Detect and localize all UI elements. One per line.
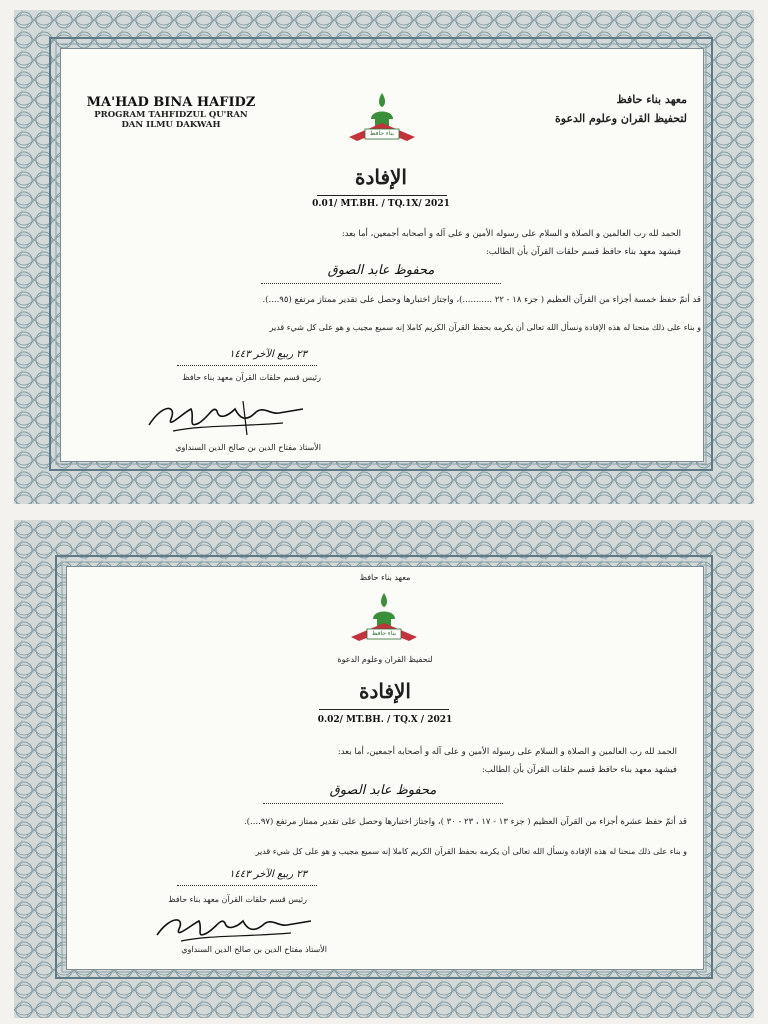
institute-name-ar: معهد بناء حافظ <box>616 93 687 106</box>
signer-name: الأستاذ مفتاح الدين بن صالح الدين السنداوي <box>175 443 321 452</box>
head-title: رئيس قسم حلقات القرآن معهد بناء حافظ <box>182 373 321 382</box>
name-underline <box>263 803 503 804</box>
testify-text: فيشهد معهد بناء حافظ قسم حلقات القرآن بأن الطالب: <box>481 765 677 775</box>
certificate-body <box>66 566 704 970</box>
certificate-number: 0.02/ MT.BH. / TQ.X / 2021 <box>317 715 453 725</box>
prayer-text: و بناء على ذلك منحنا له هذه الإفادة ونسأل الله تعالى أن يكرمه بحفظ القرآن الكريم كاملا إنه سميع مجيب و هو على كل شيء قدير <box>255 847 687 856</box>
certificate-title: الإفادة <box>354 165 407 189</box>
logo-caption: بناء حافظ <box>369 130 395 137</box>
institute-logo <box>347 89 417 153</box>
signer-name: الأستاذ مفتاح الدين بن صالح الدين السنداوي <box>181 945 327 954</box>
date-underline <box>177 365 317 366</box>
name-underline <box>261 283 501 284</box>
certificate-number: 0.01/ MT.BH. / TQ.1X/ 2021 <box>312 199 450 209</box>
issue-date: ٢٣ ربيع الآخر ١٤٤٣ <box>229 349 307 360</box>
greeting-text: الحمد لله رب العالمين و الصلاة و السلام على رسوله الأمين و على آله و أصحابه أجمعين، أما بعد: <box>341 229 681 239</box>
title-underline <box>317 195 447 196</box>
memorization-text: قد أتمّ حفظ عشرة أجزاء من القرآن العظيم ( جزء ١٣ - ١٧ ، ٢٣ - ٣٠ )، واجتاز اختبارها وحصل على تقدير ممتاز مرتفع (٩٧....). <box>243 817 687 827</box>
header-arabic <box>527 93 687 125</box>
memorization-text: قد أتمّ حفظ خمسة أجزاء من القرآن العظيم ( جزء ١٨ - ٢٢ ...........)، واجتاز اختبارها وحصل على تقدير ممتاز مرتفع (٩٥....). <box>262 295 701 305</box>
student-name: محفوظ عابد الصوق <box>327 263 435 278</box>
signature <box>151 909 321 949</box>
signature <box>143 395 313 443</box>
title-underline <box>319 709 449 710</box>
testify-text: فيشهد معهد بناء حافظ قسم حلقات القرآن بأن الطالب: <box>485 247 681 257</box>
certificate-2 <box>14 520 754 1018</box>
program-name-ar: لتحفيظ القران وعلوم الدعوة <box>337 655 433 664</box>
program-name-en: PROGRAM TAHFIDZUL QU'RAN <box>94 110 248 120</box>
institute-logo <box>349 589 419 653</box>
prayer-text: و بناء على ذلك منحنا له هذه الإفادة ونسأل الله تعالى أن يكرمه بحفظ القرآن الكريم كاملا إنه سميع مجيب و هو على كل شيء قدير <box>269 323 701 332</box>
program-name-ar: لتحفيظ القران وعلوم الدعوة <box>555 112 687 125</box>
header-english <box>81 95 261 130</box>
logo-emblem <box>349 589 419 653</box>
date-underline <box>177 885 317 886</box>
issue-date: ٢٣ ربيع الآخر ١٤٤٣ <box>229 869 307 880</box>
program-subtitle-en: DAN ILMU DAKWAH <box>121 120 221 130</box>
head-title: رئيس قسم حلقات القرآن معهد بناء حافظ <box>168 895 307 904</box>
certificate-body <box>60 48 704 462</box>
institute-name-en: MA'HAD BINA HAFIDZ <box>86 95 256 110</box>
logo-emblem <box>347 89 417 153</box>
certificate-1 <box>14 10 754 504</box>
institute-name-ar: معهد بناء حافظ <box>359 573 411 582</box>
certificate-title: الإفادة <box>358 679 411 703</box>
student-name: محفوظ عابد الصوق <box>329 783 437 798</box>
greeting-text: الحمد لله رب العالمين و الصلاة و السلام على رسوله الأمين و على آله و أصحابه أجمعين، أما بعد: <box>337 747 677 757</box>
logo-caption: بناء حافظ <box>371 630 397 637</box>
